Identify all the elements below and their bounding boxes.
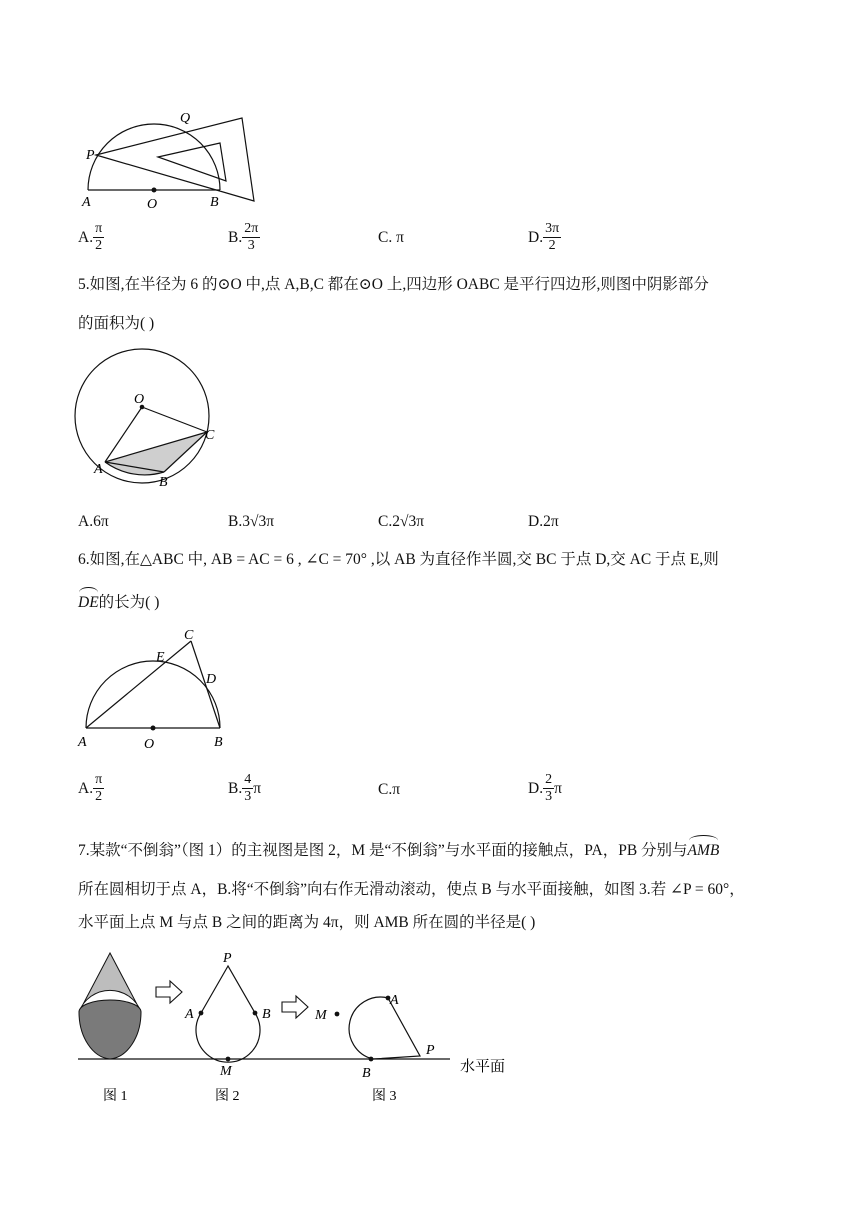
q4-triangle-outer <box>96 118 254 201</box>
q5-segment-OC <box>142 407 207 432</box>
q6-label-A: A <box>78 735 87 750</box>
q6-text-line2: DE的长为( ) <box>78 594 160 611</box>
q4-triangle-inner <box>158 143 226 181</box>
q4-label-B: B <box>210 195 219 210</box>
q4-option-a: A. $\frac{\pi}{2}$ <box>78 221 103 253</box>
q7-fig2-label-P: P <box>223 951 232 966</box>
q5-figure <box>72 344 232 494</box>
q6-label-O: O <box>144 737 155 752</box>
q4-label-A: A <box>82 195 91 210</box>
q6-figure <box>72 622 242 752</box>
q6-label-C: C <box>184 628 194 643</box>
q7-fig2-label-B: B <box>262 1007 271 1022</box>
q4-center-dot <box>152 188 157 193</box>
q4-option-d: D. $\frac{3\pi}{2}$ <box>528 221 560 253</box>
q7-fig1-caption: 图 1 <box>103 1089 128 1104</box>
q7-text-line1: 7.某款“不倒翁”（图 1）的主视图是图 2，M 是“不倒翁”与水平面的接触点，PA，PB 分别与AMB <box>78 842 720 859</box>
q5-option-c: C.2√3π <box>378 513 425 530</box>
q4-label-Q: Q <box>180 111 191 126</box>
q7-figure <box>70 942 540 1112</box>
q7-fig3-outline <box>349 997 420 1059</box>
q7-fig3-dot-B <box>369 1057 374 1062</box>
q4-option-c: C. π <box>378 229 404 246</box>
q6-center-dot <box>151 726 156 731</box>
q6-arc-DE: DE <box>78 594 99 611</box>
q6-label-B: B <box>214 735 223 750</box>
q7-fig2-dot-A <box>199 1011 204 1016</box>
q5-option-b: B.3√3π <box>228 513 275 530</box>
q7-arc-AMB: AMB <box>687 842 720 859</box>
q5-text-line2: 的面积为( ) <box>78 315 155 332</box>
q4-option-b: B. $\frac{2\pi}{3}$ <box>228 221 259 253</box>
q6-option-c: C.π <box>378 781 401 798</box>
q6-option-b: B. $\frac{4}{3}$ π <box>228 772 262 804</box>
q4-label-O: O <box>147 197 158 212</box>
q7-arrow-1 <box>156 981 182 1003</box>
q7-arrow-2 <box>282 996 308 1018</box>
q4-label-P: P <box>86 148 95 163</box>
q7-fig2-dot-B <box>253 1011 258 1016</box>
q5-text-line1: 5.如图,在半径为 6 的⊙O 中,点 A,B,C 都在⊙O 上,四边形 OABC 是平行四边形,则图中阴影部分 <box>78 276 709 293</box>
q6-option-d: D. $\frac{2}{3}$ π <box>528 772 562 804</box>
q7-fig2-label-M: M <box>220 1064 232 1079</box>
q7-fig3-caption: 图 3 <box>372 1089 397 1104</box>
q7-text-line3: 水平面上点 M 与点 B 之间的距离为 4π，则 AMB 所在圆的半径是( ) <box>78 914 536 931</box>
q7-fig3-label-A: A <box>390 993 399 1008</box>
q7-fig1-body <box>79 1000 141 1059</box>
q4-figure <box>74 105 274 215</box>
q5-label-B: B <box>159 475 168 490</box>
q5-label-C: C <box>205 428 215 443</box>
q7-text-line2: 所在圆相切于点 A，B.将“不倒翁”向右作无滑动滚动，使点 B 与水平面接触，如图 3.若 ∠P = 60°， <box>78 881 745 898</box>
q7-fig2-outline <box>196 966 260 1062</box>
q7-fig2-dot-M <box>226 1057 231 1062</box>
q5-option-d: D.2π <box>528 513 559 530</box>
q4-semicircle <box>88 124 220 190</box>
q6-option-a: A. $\frac{\pi}{2}$ <box>78 772 103 804</box>
q7-ground-label: 水平面 <box>460 1059 506 1075</box>
q6-semicircle <box>86 661 220 728</box>
q6-label-E: E <box>156 650 165 665</box>
q7-fig2-label-A: A <box>185 1007 194 1022</box>
q7-fig2-caption: 图 2 <box>215 1089 240 1104</box>
q7-fig3-label-B: B <box>362 1066 371 1081</box>
q6-text-line1: 6.如图,在△ABC 中, AB = AC = 6 , ∠C = 70° ,以 AB 为直径作半圆,交 BC 于点 D,交 AC 于点 E,则 <box>78 551 719 568</box>
q6-label-D: D <box>206 672 217 687</box>
q7-fig3-label-P: P <box>426 1043 435 1058</box>
q5-label-O: O <box>134 392 145 407</box>
q5-option-a: A.6π <box>78 513 109 530</box>
q7-fig3-dot-M <box>335 1012 340 1017</box>
q7-fig3-label-M: M <box>315 1008 327 1023</box>
q5-label-A: A <box>94 462 103 477</box>
